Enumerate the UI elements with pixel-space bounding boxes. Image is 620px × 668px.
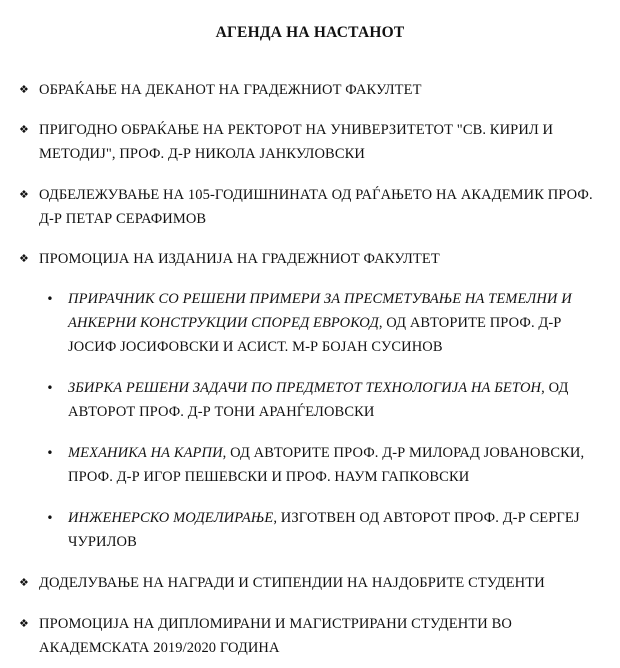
publication-authors: , ИЗГОТВЕН ОД АВТОРОТ ПРОФ. Д-Р СЕРГЕЈ ЧУРИЛОВ bbox=[68, 510, 580, 550]
publication-authors: , ОД АВТОРОТ ПРОФ. Д-Р ТОНИ АРАНЃЕЛОВСКИ bbox=[68, 380, 569, 420]
agenda-item-text: ДОДЕЛУВАЊЕ НА НАГРАДИ И СТИПЕНДИИ НА НАЈДОБРИТЕ СТУДЕНТИ bbox=[39, 575, 545, 591]
publication-item bbox=[0, 441, 620, 489]
agenda-item-text: ПРИГОДНО ОБРАЌАЊЕ НА РЕКТОРОТ НА УНИВЕРЗИТЕТОТ "СВ. КИРИЛ И МЕТОДИЈ", ПРОФ. Д-Р НИКОЛА ЈАНКУЛОВСКИ bbox=[39, 122, 554, 162]
agenda-item bbox=[0, 571, 620, 595]
publication-text bbox=[68, 506, 608, 554]
agenda-item bbox=[0, 183, 620, 231]
agenda-item-text: ОДБЕЛЕЖУВАЊЕ НА 105-ГОДИШНИНАТА ОД РАЃАЊЕТО НА АКАДЕМИК ПРОФ. Д-Р ПЕТАР СЕРАФИМОВ bbox=[39, 187, 593, 227]
diamond-bullet-icon: ❖ bbox=[19, 188, 29, 201]
publication-text bbox=[68, 441, 608, 489]
publication-authors: , ОД АВТОРИТЕ ПРОФ. Д-Р МИЛОРАД ЈОВАНОВСКИ, ПРОФ. Д-Р ИГОР ПЕШЕВСКИ И ПРОФ. НАУМ ГАПКОВСКИ bbox=[68, 445, 585, 485]
publication-title: ИНЖЕНЕРСКО МОДЕЛИРАЊЕ bbox=[68, 510, 274, 526]
publication-title: ЗБИРКА РЕШЕНИ ЗАДАЧИ ПО ПРЕДМЕТОТ ТЕХНОЛОГИЈА НА БЕТОН bbox=[68, 380, 542, 396]
publication-title: МЕХАНИКА НА КАРПИ bbox=[68, 445, 223, 461]
publication-text bbox=[68, 287, 608, 359]
page-title: АГЕНДА НА НАСТАНОТ bbox=[215, 24, 405, 41]
publication-item bbox=[0, 376, 620, 424]
round-bullet-icon: • bbox=[46, 292, 54, 306]
publication-text bbox=[68, 376, 608, 424]
publication-item bbox=[0, 287, 620, 359]
agenda-item bbox=[0, 247, 620, 271]
publication-authors: , ОД АВТОРИТЕ ПРОФ. Д-Р ЈОСИФ ЈОСИФОВСКИ И АСИСТ. М-Р БОЈАН СУСИНОВ bbox=[68, 315, 562, 355]
diamond-bullet-icon: ❖ bbox=[19, 252, 29, 265]
round-bullet-icon: • bbox=[46, 511, 54, 525]
agenda-item bbox=[0, 612, 620, 660]
agenda-item-text: ОБРАЌАЊЕ НА ДЕКАНОТ НА ГРАДЕЖНИОТ ФАКУЛТЕТ bbox=[39, 82, 422, 98]
publication-item bbox=[0, 506, 620, 554]
publication-title: ПРИРАЧНИК СО РЕШЕНИ ПРИМЕРИ ЗА ПРЕСМЕТУВАЊЕ НА ТЕМЕЛНИ И АНКЕРНИ КОНСТРУКЦИИ СПОРЕД ЕВРОКОД bbox=[68, 291, 572, 331]
diamond-bullet-icon: ❖ bbox=[19, 617, 29, 630]
diamond-bullet-icon: ❖ bbox=[19, 83, 29, 96]
agenda-item-text: ПРОМОЦИЈА НА ДИПЛОМИРАНИ И МАГИСТРИРАНИ СТУДЕНТИ ВО АКАДЕМСКАТА 2019/2020 ГОДИНА bbox=[39, 616, 512, 656]
agenda-item bbox=[0, 78, 620, 102]
round-bullet-icon: • bbox=[46, 446, 54, 460]
diamond-bullet-icon: ❖ bbox=[19, 576, 29, 589]
agenda-item-text: ПРОМОЦИЈА НА ИЗДАНИЈА НА ГРАДЕЖНИОТ ФАКУЛТЕТ bbox=[39, 251, 440, 267]
round-bullet-icon: • bbox=[46, 381, 54, 395]
agenda-item bbox=[0, 118, 620, 166]
diamond-bullet-icon: ❖ bbox=[19, 123, 29, 136]
